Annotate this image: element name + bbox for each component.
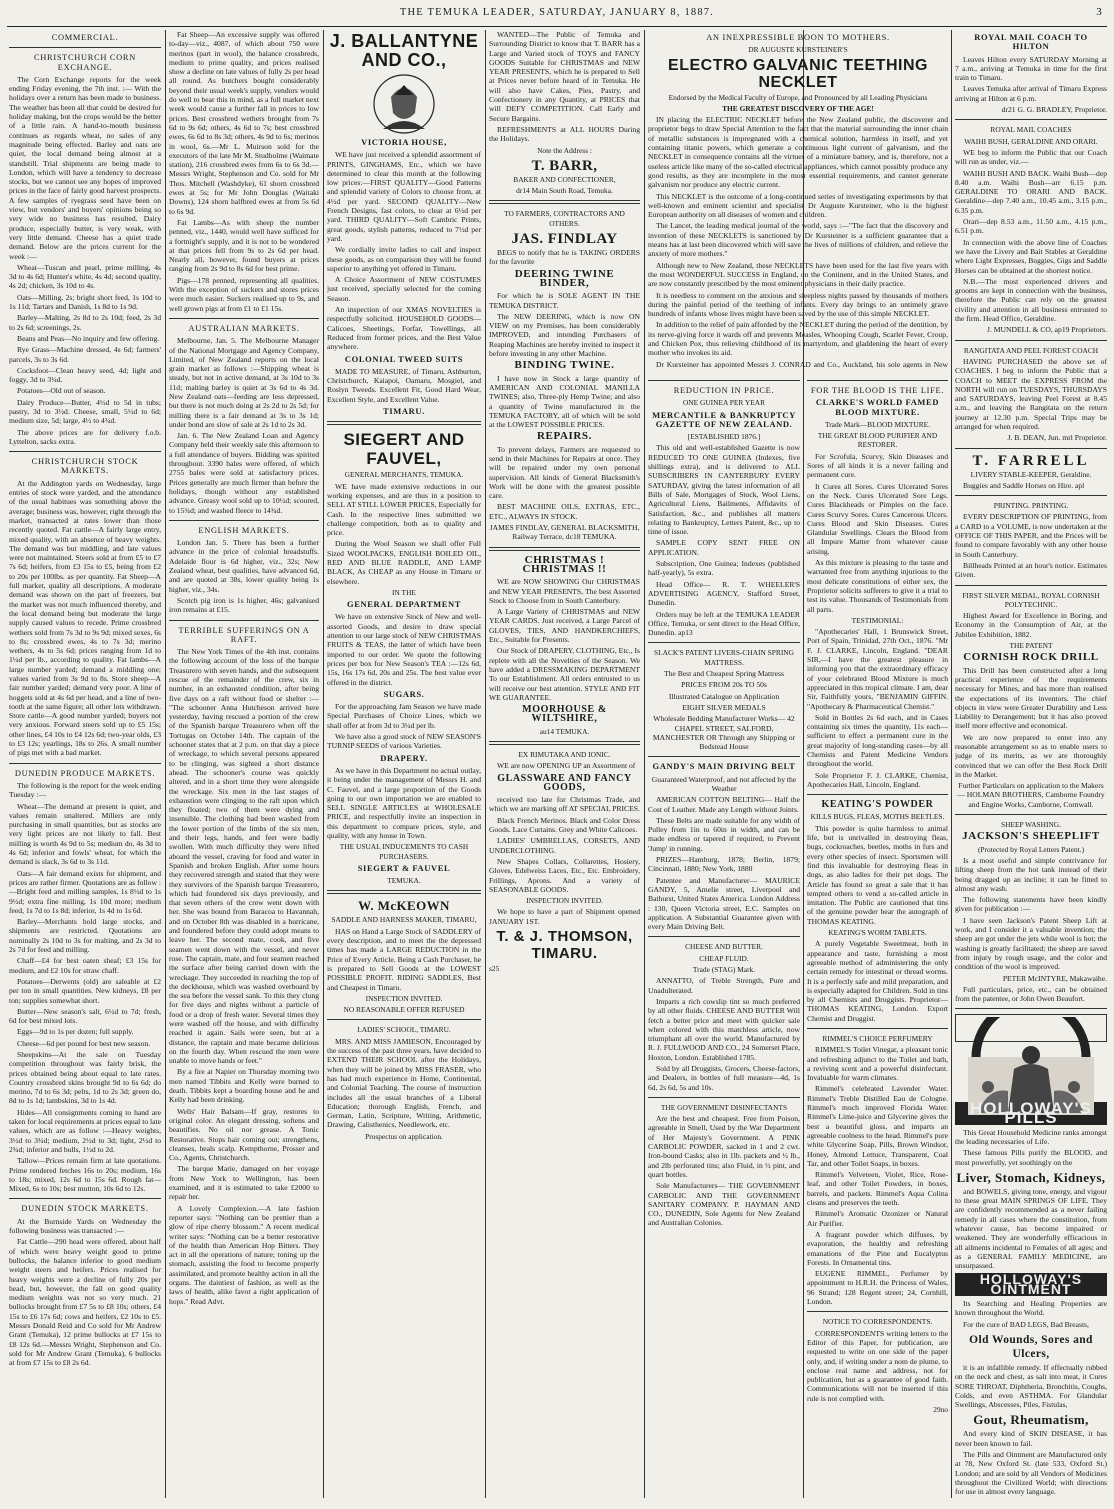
- advert-subheading: TESTIMONIAL:: [851, 615, 904, 625]
- price-line: Wheat—Tuscan and pearl, prime milling, 4s 3d to 4s 6d; Hunter's white, 4s 4d; second quality, 4s 2d; chicken, 3s 10d to 4s.: [9, 262, 161, 291]
- advert-text: Leaves Hilton every SATURDAY Morning at 7 a.m., arriving at Temuka in time for the first train to Timaru.: [955, 54, 1107, 83]
- advert-text: For the cure of BAD LEGS, Bad Breasts,: [963, 1319, 1089, 1329]
- advert-text: Dr Kursteiner has appointed Messrs J. CONRAD and Co., Auckland, his sole agents in New: [656, 359, 948, 368]
- advert-subheading: KEATING'S WORM TABLETS.: [828, 928, 927, 938]
- price-line: Oats—Milling, 2s; bright short feed, 1s 10d to 1s 11d; Tartars and Danish, 1s 8d to 1s 9d.: [9, 292, 161, 312]
- advert-text: A purely Vegetable Sweetmeat, both in appearance and taste, furnishing a most agreeable method of administering the only certain remedy for intestinal or thread worms. It is a perfectly safe and mild preparation, and is especially adapted for Children. Sold in tins by all Chemists and Druggists. Proprietor— THOMAS KEATING, London. Export Chemist and Druggist.: [807, 939, 948, 1023]
- advert-text: Further Particulars on application to the Makers— HOLMAN BROTHERS, Camborne Foundry and Engine Works, Camborne, Cornwall.: [957, 781, 1105, 809]
- advert-text: It Cures all Sores. Cures Ulcerated Sores on the Neck. Cures Ulcerated Sore Legs. Cures Blackheads or Pimples on the face. Cures Scurvy Sores. Cures Cancerous Ulcers. Cures Blood and Skin Diseases. Cures Glandular Swellings. Clears the Blood from all Impure Matter from whatever cause arising.: [807, 481, 948, 556]
- advert-subheading: Liver, Stomach, Kidneys,: [956, 1169, 1106, 1185]
- advert-text: ANNATTO, of Treble Strength, Pure and Unadulterated.: [648, 976, 800, 995]
- article-paragraph: Fat Cattle—290 head were offered, about half of which were heavy weight good to prime bullocks, the balance inferior to good medium weight steers and heifers. Prices realised for heavy weights were a decline of fully 20s per head, but, however, the fall on good quality medium weights was not so very much. 21 bullocks brought from £7 5s to £8 10s; others, £4 15s to £6 17s 6d; cows and heifers, £2 10s to £5. Messrs Donald Reid and Co sold for Mr Andrew Grant (Temuka), 12 prime bullocks at £7 15s to £8 12s 6d.—Messrs Wright, Stephenson and Co. sold for Mr Andrew Grant (Temuka), 6 bullocks at from £7 15s to £8 2s 6d.: [9, 1237, 161, 1368]
- advert-place: TIMARU.: [383, 406, 425, 417]
- price-line: Beans and Peas—No inquiry and few offering.: [17, 333, 160, 343]
- advert-text: Billheads Printed at an hour's notice. Estimates Given.: [955, 560, 1107, 580]
- advert-heading: THE GOVERNMENT DISINFECTANTS: [660, 1102, 788, 1112]
- advert-subheading: INSPECTION INVITED.: [526, 896, 603, 906]
- crest-label: FRIEND OF ALL: [1000, 1028, 1062, 1036]
- article-paragraph: Chaff—£4 for best oaten sheaf; £3 15s for medium, and £2 10s for straw chaff.: [9, 956, 161, 975]
- advert-text: HAVING PURCHASED the above set of COACHES, I beg to inform the Public that a COACH to MEET the EXPRESS FROM the NORTH will run on TUESDAYS, THURSDAYS and SATURDAYS, leaving Peel Forest at 8.45 a.m., and leaving the Rangitata on the return journey at 12.30 p.m. Special Trips may be arranged for when required.: [955, 356, 1107, 431]
- advert-text: This Great Household Medicine ranks amongst the leading necessaries of Life.: [955, 1127, 1107, 1146]
- advert-text: Trade (STAG) Mark.: [692, 965, 756, 975]
- advert-text: The Lancet, the leading medical journal of the world, says :—"The fact that the discovery and invention of these NECKLETS is sanctioned by Dr Kursteiner is a sufficient guarantee that a means has at last been discovered which will save the lives of millions of children, and relieve the anxiety of more mothers.": [648, 221, 948, 259]
- advert-signature: JAMES FINDLAY, GENERAL BLACKSMITH, Railway Terrace, dc18 TEMUKA.: [489, 523, 640, 542]
- advert-signature: SIEGERT & FAUVEL: [357, 862, 451, 873]
- advert-subheading: (Protected by Royal Letters Patent.): [977, 844, 1085, 854]
- article-paragraph: Hides—All consignments coming to hand are taken for local requirements at prices equal to late values, which are as follow :—Heavy weights, 3½d to 3¾d; medium, 2½d to 3d; light, 2½d to 2¾d; inferior and bulls, 1½d to 2d.: [9, 1107, 161, 1154]
- advert-signature: J. MUNDELL & CO, ap19 Proprietors.: [987, 325, 1107, 335]
- column-advertisements-d: [807, 375, 948, 1498]
- advert-text: Leaves Temuka after arrival of Timaru Express arriving at Hilton at 6 p.m.: [955, 84, 1107, 103]
- advert-text: WE beg to inform the Public that our Coach will run as under, viz.—: [955, 147, 1107, 167]
- advert-subheading: JACKSON'S SHEEPLIFT: [962, 830, 1100, 843]
- advert-text: EUGENE RIMMEL, Perfumer by appointment to H.R.H. the Princess of Wales, 96 Strand; 128 Regent street; 24, Cornhill, London.: [807, 1269, 948, 1307]
- advert-text: Sole Proprietor F. J. CLARKE, Chemist, Apothecaries Hall, Lincoln, England.: [807, 770, 948, 789]
- column-advertisements-e: [955, 30, 1107, 1498]
- advert-title: PRINTING. PRINTING.: [993, 501, 1069, 511]
- advert-text: Rimmel's Velveteen, Violet, Rice, Rose-leaf, and other Toilet Powders, in boxes, barrels, and packets. Rimmel's Aqua Colina cleans and preserves the teeth.: [807, 1170, 948, 1208]
- advert-title: FIRST SILVER MEDAL, ROYAL CORNISH POLYTECHNIC.: [962, 590, 1100, 609]
- advert-subheading: GENERAL DEPARTMENT: [346, 599, 461, 610]
- price-line: Dairy Produce—Butter, 4½d to 5d in tubs; pastry, 3d to 3½d. Cheese, small, 5½d to 6d; medium size, 5d; large, 4½ to 4¾d.: [9, 397, 161, 426]
- price-line: Cocksfoot—Clean heavy seed, 4d; light and foggy, 3d to 3¼d.: [9, 365, 161, 385]
- section-heading: TERRIBLE SUFFERINGS ON A RAFT.: [178, 625, 310, 644]
- advert-subheading: BAKER AND CONFECTIONER,: [513, 174, 616, 184]
- advert-text: We hope to have a part of Shipment opened JANUARY 1ST.: [489, 907, 640, 926]
- advert-text: The following statements have been kindly given for publication :—: [955, 895, 1107, 914]
- advert-heading: SLACK'S PATENT LIVERS-CHAIN SPRING MATTRESS.: [654, 648, 794, 667]
- advert-heading: CHEESE AND BUTTER.: [685, 942, 763, 952]
- advert-heading: REDUCTION IN PRICE.: [673, 386, 775, 395]
- advert-title: SHEEP WASHING.: [1001, 820, 1061, 830]
- advert-text: WE are NOW SHOWING Our CHRISTMAS and NEW YEAR PRESENTS, The best Assorted Stock to Choose from in South Canterbury.: [489, 577, 640, 605]
- article-paragraph: Eggs—9d to 1s per dozen; full supply.: [17, 1027, 134, 1037]
- article-paragraph: Barley—Merchants hold large stocks, and shipments are restricted. Quotations are nominally 2s 10d to 3s for malting, and 2s 3d to 2s 7d for feed and milling.: [9, 917, 161, 955]
- advert-text: During the Wool Season we shall offer Full Sized WOOLPACKS, ENGLISH BOILED OIL, RED AND BLUE RADDLE, AND LAMP BLACK, As CHEAP as any House in Timaru or elsewhere.: [327, 539, 481, 586]
- advert-text: Note the Address :: [537, 145, 592, 155]
- advert-text: This powder is quite harmless to animal life, but is unrivalled in destroying fleas, bugs, cockroaches, beetles, moths in furs and every other species of insect. Sportsmen will find this invaluable for destroying fleas in dogs, as also ladies for their pet dogs. The Article has found so great a sale that it has tempted others to vend a so-called article in imitation. The Public are cautioned that tins of the genuine powder bear the autograph of THOMAS KEATING.: [807, 823, 948, 926]
- article-paragraph: Wheat—The demand at present is quiet, and values remain unaltered. Millers are only purchasing in small quantities, but as stocks are very light prices are not likely to fall. Best milling is worth 4s 9d to 5s; medium do, 4s 3d to 4s 6d; inferior and fowls' wheat, for which the demand is slack, 3s 6d to 3s 11d.: [9, 801, 161, 867]
- advert-subheading: KILLS BUGS, FLEAS, MOTHS BEETLES.: [810, 812, 945, 822]
- advert-text: LADIES' UMBRELLAS, CORSETS, AND UNDERCLOTHING.: [489, 836, 640, 855]
- advert-title: JAS. FINDLAY: [511, 231, 618, 248]
- advert-subheading: EX RIMUTAKA AND IONIC.: [518, 750, 611, 759]
- advert-text: MRS. AND MISS JAMIESON, Encouraged by the success of the past three years, have decided to EXTEND THEIR SCHOOL after the Holidays, when they will be joined by MISS FRASER, who has had much experience in Home, Continental, and Colonial Teaching. The course of instruction includes all the usual branches of a Liberal Education; thorough English, French, and German, Latin, Scripture, Writing, Arithmetic, Drawing, Calisthenics, Needlework, etc.: [327, 1036, 481, 1130]
- section-heading: ENGLISH MARKETS.: [198, 525, 290, 535]
- advert-text: PRICES FROM 20s TO 50s: [681, 680, 767, 690]
- advert-subheading: DR AUGUSTE KURSTEINER'S: [748, 45, 848, 55]
- queen-portrait-icon: [369, 73, 439, 135]
- advert-text: Guaranteed Waterproof, and not affected by the Weather: [651, 774, 797, 793]
- masthead: [7, 4, 1107, 27]
- advert-title: ELECTRO GALVANIC TEETHING NECKLET: [668, 56, 928, 91]
- advert-text: A fragrant powder which diffuses, by evaporation, the healthy and refreshing emanations of the Pine and Eucalyptus Forests. In Ornamental tins.: [807, 1229, 948, 1267]
- article-paragraph: At the Burnside Yards on Wednesday the following business was transacted :—: [9, 1216, 161, 1236]
- advert-subheading: DRAPERY.: [380, 752, 428, 763]
- column-rule: [485, 30, 486, 1498]
- advert-text: and BOWELS, giving tone, energy, and vigour to these great MAIN SPRINGS OF LIFE. They are confidently recommended as a never failing remedy in all cases where the constitution, from whatever cause, has become impaired or weakened. They are wonderfully efficacious in all ailments incidental to Females of all ages; and as a GENERAL FAMILY MEDICINE, are unsurpassed.: [955, 1186, 1107, 1271]
- advert-text: Patentee and Manufacturer— MAURICE GANDY, 5, Amelie street, Liverpool and Bathurst, United States America. London Address : 130, Queen Victoria street, E.C. Samples on application. A Substantial Guarantee given with every Main Driving Belt.: [648, 875, 800, 932]
- article-paragraph: Butter—New season's salt, 6½d to 7d; fresh, 6d for best mixed lots.: [9, 1006, 161, 1026]
- article-paragraph: Fat Sheep—An excessive supply was offered to-day—viz., 4087, of which about 750 were merinos (part in wool), the balance crossbreds, medium to prime quality, and prices realised show a decline on late values of fully 2s per head all round. As butchers bought considerably beyond their usual week's supply, vendors would do well to bear this in mind, as a full market next week would cause a further fall in prices to low prices. Best crossbred wethers brought from 7s 6d to 9s 6d; others, 4s 6d to 7s; best crossbred ewes, 6s 6d to 8s 3d; others, 4s 9d to 6s; merinos in wool, 6s.—Mr L. Muirson sold for the executors of the late Mr M. Studholme (Waimate station), 216 crossbred ewes from 6s to 6s 3d.—Messrs Wright, Stephenson and Co. sold for Mr Thos. Mitchell (Washdyke), 61 shorn crossbred ewes at 5s; for Mr John Douglas (Waitaki Downs), 124 shorn halfbred ewes at from 5s 6d to 6s 9d.: [169, 30, 319, 216]
- advert-text: WAIHI BUSH AND BACK. Waihi Bush—dep 8.40 a.m. Waihi Bush—arr 6.15 p.m. GERALDINE TO ORARI AND BACK. Geraldine—dep 7.40 a.m., 10.45 a.m., 3.15 p.m., 6.35 p.m.: [955, 168, 1107, 215]
- advert-text: We cordially invite ladies to call and inspect these goods, as on comparison they will be found superior to anything yet offered in Timaru.: [327, 245, 481, 273]
- advert-text: BEGS to notify that he is TAKING ORDERS for the favorite: [489, 248, 640, 267]
- article-paragraph: The barque Marie, damaged on her voyage from New York to Wellington, has been examined, and it is estimated to take £2000 to repair her.: [169, 1164, 319, 1202]
- advert-text: Orders may be left at the TEMUKA LEADER Office, Temuka, or sent direct to the Head Office, Dunedin. ap13: [648, 609, 800, 638]
- advert-title: W. McKEOWN: [358, 898, 450, 914]
- advert-subheading: WAIHI BUSH, GERALDINE AND ORARI.: [964, 136, 1098, 146]
- page-number: 3: [1096, 6, 1103, 18]
- advert-signature: PETER McINTYRE, Makawaihe.: [1002, 973, 1107, 983]
- advert-text: This NECKLET is the outcome of a long-continued series of investigating experiments by that well-known and eminent scientist and specialist Dr Auguste Kursteiner, who is the highest European authority on all diseases of women and children.: [648, 191, 948, 220]
- advert-text: For Scrofula, Scurvy, Skin Diseases and Sores of all kinds it is a never failing and permanent cure.: [807, 451, 948, 480]
- advert-title: LADIES' SCHOOL, TIMARU.: [357, 1025, 451, 1035]
- advert-subheading: THE PATENT: [1009, 641, 1053, 651]
- article-paragraph: Sheepskins—At the sale on Tuesday competition throughout was fairly brisk, the prices obtained being about equal to late rates. Country crossbred skins brought 9d to 6s 6d; do merino, 7d to 6s 3d; pelts, 1d to 2s 3d; green do, 8d to 1s 1d; lambskins, 3d to 1s 4d.: [9, 1049, 161, 1106]
- advert-title: GLASSWARE AND FANCY GOODS,: [497, 772, 632, 793]
- price-line: Barley—Malting, 2s 8d to 2s 10d; feed, 2s 3d to 2s 6d; screenings, 2s.: [9, 313, 161, 332]
- advert-text: We have also a good stock of NEW SEASON'S TURNIP SEEDS of various Varieties.: [327, 732, 481, 751]
- advert-text: Sold by all Druggists, Grocers, Cheese-factors, and Dealers, in bottles of full measure—4d, 1s 6d, 2s 6d, 5s and 10s.: [648, 1064, 800, 1092]
- advert-subheading: NO REASONABLE OFFER REFUSED: [343, 1005, 465, 1015]
- section-heading: DUNEDIN PRODUCE MARKETS.: [14, 768, 156, 778]
- advert-text: Illustrated Catalogue on Application: [668, 691, 780, 701]
- advert-text: It is needless to comment on the anxious and sleepless nights passed by thousands of mothers during the painful period of the teething of infants. Every day brings to an untimely grave hundreds of infants whose lives might have been saved by the use of this simple NECKLET.: [648, 290, 948, 319]
- article-paragraph: Cheese—6d per pound for best new season.: [17, 1038, 151, 1048]
- advert-text: CORRESPONDENTS writing letters to the Editor of this Paper, for publication, are requested to write on one side of the paper only, and, if writing under a nom de plume, to enclose real name and address, not for publication, but as a guarantee of good faith. Communications will not be inserted if this rule is not complied with.: [807, 1328, 948, 1403]
- advert-address: dr14 Main South Road, Temuka.: [516, 186, 613, 196]
- advert-text: As this mixture is pleasing to the taste and warranted free from anything injurious to the most delicate constitutions of either sex, the Proprietor solicits sufferers to give it a trial to test its value. Thousands of Testimonials from all parts.: [807, 558, 948, 614]
- article-paragraph: Fat Lambs—As with sheep the number penned, viz., 1440, would well have sufficed for a fortnight's supply, and it is not to be wondered at that prices fell from 9s to 2s 6d per head. Nearly all, however, found buyers at prices ranging from 2s 9d to 8s 6d for best prime.: [169, 217, 319, 274]
- section-heading: DUNEDIN STOCK MARKETS.: [21, 1204, 149, 1214]
- advert-text: I have seen Jackson's Patent Sheep Lift at work, and I consider it a valuable invention; the sheep are got under the jets while wool is hot; the washing is greatly facilitated; the sheep are saved from injury by rough usage, and the color and condition of the wool is improved.: [955, 915, 1107, 972]
- section-heading: CHRISTCHURCH CORN EXCHANGE.: [34, 53, 136, 72]
- advert-text: Orari—dep 8.53 a.m., 11.50 a.m., 4.15 p.m., 6.51 p.m.: [955, 217, 1107, 236]
- column-markets: [169, 30, 319, 1498]
- column-advertisements-c: [648, 375, 800, 1498]
- advert-subheading: INSPECTION INVITED.: [365, 993, 443, 1003]
- advert-signature: MOORHOUSE & WILTSHIRE,: [522, 704, 607, 725]
- column-rule: [165, 30, 166, 1498]
- advert-subheading: THE GREAT BLOOD PURIFIER AND RESTORER.: [817, 431, 938, 450]
- advert-heading: GANDY'S MAIN DRIVING BELT: [652, 761, 796, 772]
- advert-subheading: BINDING TWINE.: [514, 359, 615, 372]
- advert-title: ROYAL MAIL COACH TO HILTON: [974, 32, 1088, 52]
- advert-subheading: CORNISH ROCK DRILL: [963, 651, 1099, 664]
- section-heading: CHRISTCHURCH STOCK MARKETS.: [31, 457, 139, 476]
- advert-text: Subscription, One Guinea; Indexes (published half-yearly), 5s extra.: [648, 559, 800, 578]
- advert-code: s25: [489, 964, 500, 974]
- advert-text: To prevent delays, Farmers are requested to send in their Machines for Repairs at once. They will be repaired under my own personal supervision. All kinds of General Blacksmith's Work will be done with the greatest possible care.: [489, 444, 640, 501]
- advert-subheading: DEERING TWINE BINDER,: [514, 267, 615, 289]
- advert-signature: T. & J. THOMSON, TIMARU.: [496, 928, 633, 963]
- advert-title: KEATING'S POWDER: [821, 799, 934, 811]
- advert-text: A Choice Assortment of NEW COSTUMES just received, specially selected for the coming Season.: [327, 275, 481, 303]
- article-paragraph: London Jan. 5. There has been a further advance in the price of colonial breadstuffs. Adelaide flour is 6d higher, viz., 32s; New Zealand wheat, best qualities, have advanced 6d, and are quoted at 38s, lower quality being 1s higher, viz., 34s.: [169, 538, 319, 594]
- advert-text: IN placing the ELECTRIC NECKLET before the New Zealand public, the discoverer and proprietor begs to draw Special Attention to the fact that the material surrounding the inner chain of metallic substances is impregnated with a chemical solution, harmless in itself, and yet containing titanic powers, which generate a continuous light current of galvanism, and the NECKLET in consequence contains all the virtues of a miniature battery, and is, therefore, not a useless article like many of the so-called electrical appliances, which cannot possibly produce any good results, as they are incomplete in the most essential requirements, and cannot generate galvanism nor produce any electric current.: [648, 115, 948, 190]
- advert-text: Is a most useful and simple contrivance for lifting sheep from the hot tank instead of their being dragged up an incline; it can be fitted to almost any wash.: [955, 855, 1107, 893]
- advert-text: Imparts a rich cowslip tint so much preferred by all other fluids. CHEESE AND BUTTER Will fetch a better price and meet with quicker sale when colored with this matchless article, now triumphant all over the world. Manufactured by R. J. FULLWOOD AND CO., 24 Somerset Place, Hoxton, London. Established 1785.: [648, 996, 800, 1062]
- advert-text: We have on extensive Stock of New and well-assorted Goods, and desire to draw special attention to our large stock of NEW CHRISTMAS FRUITS & TEAS, the latter of which have been imported to our order. We quote the following prices per box for New Season's TEA :—12s 6d, 15s, 16s 17s 6d, 20s and 25s. The best value ever offered in the district.: [327, 612, 481, 687]
- price-line: The above prices are for delivery f.o.b. Lyttelton, sacks extra.: [9, 427, 161, 446]
- advert-subheading: [ESTABLISHED 1876.]: [687, 432, 761, 442]
- advert-subheading: ONE GUINEA PER YEAR: [682, 398, 766, 408]
- advert-teething-necklet: [648, 30, 948, 368]
- advert-text: New Shapes Collars, Collarettes, Hosiery, Gloves, Edelweiss Laces, Etc., Etc. Embroidery, Frillings, Aprons. And a variety of SEASONABLE GOODS.: [489, 856, 640, 894]
- advert-subheading: GENERAL MERCHANTS, TEMUKA.: [344, 470, 464, 480]
- advert-text: Sole Manufacturers— THE GOVERNMENT CARBOLIC AND THE GOVERNMENT SANITARY COMPANY. P. HAYMAN AND CO., DUNEDIN, Sole Agents for New Zealand and Australian Colonies.: [648, 1181, 800, 1228]
- column-rule: [644, 30, 645, 1498]
- columns: [7, 30, 1107, 1500]
- advert-text: "Apothecaries' Hall, 1 Brunswick Street, Port of Spain, Trinidad, 27th Oct., 1876. "Mr F. J. CLARKE, Lincoln, England. "DEAR SIR,—I have the greatest pleasure in informing you that the extraordinary efficacy of your celebrated Blood Mixture is much appreciated in this tropical climate. I am, dear Sir, Faithfully yours, "BENJAMIN GIFFIN. "Apothecary & Pharmaceutical Chemist.": [807, 627, 948, 711]
- advert-text: I have now in Stock a large quantity of AMERICAN AND COLONIAL MANILLA TWINES; also, Three-ply Hemp Twine; and also a quantity of Twine manufactured in the TEMUKA FACTORY, all of which will be sold at the LOWEST POSSIBLE PRICES.: [489, 373, 640, 430]
- advert-text: PRIZES—Hamburg, 1878; Berlin, 1879; Cincinnati, 1880; New York, 1880: [648, 855, 800, 874]
- advert-text: Although new to New Zealand, these NECKLETS have been used for the last five years with the most WONDERFUL SUCCESS in England, on the Continent, and in the United States, and are now constantly prescribed by the most eminent physicians in their daily practice.: [648, 260, 948, 289]
- advert-text: For the approaching Jam Season we have made Special Purchases of Choice Lines, which we shall offer at from 3d to 3¼d per lb.: [327, 702, 481, 730]
- article-paragraph: A Lovely Complexion.—A late fashion reporter says: "Nothing can be prettier than a glow of ripe cherry blossom." A recent medical writer says: "Nothing can be a better restorative of the health than American Hop Bitters. They act in all the operations of nature; toning up the stomach, assisting the food to become properly assimilated, and promote healthy action in all the organs. The daintiest of fashion, as well as the laws of health, alike favor a right application of hops." Read Advt.: [169, 1203, 319, 1306]
- advert-text: These Belts are made suitable for any width of Pulley from 1in to 60in in width, and can be made endless or tapered if required, to Prevent 'Jump' in running.: [648, 815, 800, 853]
- advert-heading: FOR THE BLOOD IS THE LIFE.: [810, 386, 945, 395]
- advert-heading: AN INEXPRESSIBLE BOON TO MOTHERS.: [706, 33, 890, 42]
- column-advertisements-a: [327, 30, 481, 1498]
- advert-text: Our Stock of DRAPERY, CLOTHING, Etc., Is replete with all the Novelties of the Season. We have added a DRESSMAKING DEPARTMENT To our Establishment. All orders entrusted to us will receive our best attention. STYLE AND FIT WE GUARANTEE.: [489, 646, 640, 702]
- advert-subheading: Endorsed by the Medical Faculty of Europe, and Pronounced by all Leading Physicians: [668, 92, 928, 102]
- advert-text: The Pills and Ointment are Manufactured only at 78, New Oxford St. (late 533, Oxford St.) London; and are sold by all Vendors of Medicines throughout the Civilized World; with directions for use in almost every language.: [955, 1450, 1107, 1497]
- advert-subheading: THE USUAL INDUCEMENTS TO CASH PURCHASERS.: [339, 842, 469, 861]
- advert-text: Buggies and Saddle Horses on Hire. apl: [963, 480, 1085, 490]
- advert-text: We are now prepared to enter into any reasonable arrangement so as to enable users to judge of its merits, as we are thoroughly convinced that we can offer the Best Rock Drill in the Market.: [955, 732, 1107, 779]
- advert-text: The NEW DEERING, which is now ON VIEW on my Premises, has been considerably IMPROVED, and intending Purchasers of Reaping Machines are hereby invited to inspect it before investing in any other Machine.: [489, 311, 640, 359]
- advert-text: it is an infallible remedy. If effectually rubbed on the neck and chest, as salt into meat, it Cures SORE THROAT, Diphtheria, Bronchitis, Coughs, Colds, and even ASTHMA. For Glandular Swellings, Abscesses, Piles, Fistulas,: [955, 1362, 1107, 1410]
- advert-text: N.B.—The most experienced drivers and grooms are kept in connection with the business, therefore the Public can rely on the greatest civility and attention in all business entrusted to the firm. Head Office, Geraldine.: [955, 276, 1107, 324]
- advert-text: As we have in this Department no actual outlay, it being under the management of Messrs H. and C. Fauvel, and a large proportion of the Goods going to our own importation we are enabled to SELL SINGLE ARTICLES at WHOLESALE PRICE, and respectfully invite an inspection in this department to compare prices, style, and quality, with any house in Town.: [327, 765, 481, 840]
- advert-text: Its Searching and Healing Properties are known throughout the World.: [955, 1299, 1107, 1318]
- holloway-pills-banner: HOLLOWAY'S PILLS: [955, 1102, 1107, 1125]
- section-heading: AUSTRALIAN MARKETS.: [188, 323, 300, 333]
- advert-text: RIMMEL'S Toilet Vinegar, a pleasant tonic and refreshing adjunct to the Toilet and bath, a reviving scent and a powerful disinfectant. Invaluable for warm climates.: [807, 1045, 948, 1083]
- advert-subheading: TO FARMERS, CONTRACTORS AND OTHERS.: [504, 209, 625, 228]
- advert-text: An inspection of our XMAS NOVELTIES is respectfully solicited. HOUSEHOLD GOODS—Calicoes, Sheetings, Forfar, Towellings, all Reduced from former prices, and the Best Value anywhere.: [327, 305, 481, 352]
- advert-text: Trade Mark—BLOOD MIXTURE.: [824, 419, 931, 429]
- advert-text: EVERY DESCRIPTION OF PRINTING, from a CARD to a VOLUME, is now undertaken at the OFFICE OF THIS PAPER, and the Prices will be found to compare favorably with any other house in South Canterbury.: [955, 512, 1107, 559]
- advert-text: WE have just received a splendid assortment of PRINTS, GINGHAMS, Etc., which we have determined to clear this month at the following low prices:—FIRST QUALITY—Good Patterns and splendid variety of Colors to choose from, at 4½d per yard. SECOND QUALITY—New French Designs, fast colors, to clear at 6½d per yard. THIRD QUALITY—Soft Cambric Prints, great goods, stylish patterns, reduced to 7½d per yard.: [327, 150, 481, 243]
- advert-text: This Drill has been constructed after a long practical experience of the requirements necessary for Mines, and has more than realised the expectations of its inventors. The chief objects in view were Greater Durability and Less Liability to Derangement; but it has also proved itself more effective and economical.: [955, 665, 1107, 731]
- advert-text: In addition to the relief of pain afforded by the NECKLET during the period of the dentition, by its nerve-giving force it wards off and prevents Measles, Whooping Cough, Scarlet Fever, Croup, and Chicken Pox, thus relieving childhood of its martyrdom, and gladdening the heart of every mother who invokes its aid.: [648, 320, 948, 358]
- advert-text: SAMPLE COPY SENT FREE ON APPLICATION.: [648, 538, 800, 557]
- article-paragraph: The New York Times of the 4th inst. contains the following account of the loss of the barque Treasurero with seven hands, and the subsequent rescue of the remainder of the crew, six in number, in an exhausted condition, after being five days on a raft without food or shelter :— "The schooner Anna Hutcheson arrived here yesterday, having rescued a portion of the crew of the Spanish barque Treasurero when off the Tortugas on October 14th. The captain of the schooner states that at 2 p.m. on that day a piece of wreckage, to which several persons appeared to be clinging, was sighted a short distance ahead. The schooner's course was quickly altered, and in a short time they were alongside the wreckage. Six men in the last stages of exhaustion were clinging to the raft upon which they floated; two of them were dying and insensible. The clothing had been washed from the lower portion of the limbs of the six men, and their legs, hands, and feet were badly swollen. With much difficulty they were lifted aboard the vessel, craving for food and water in Spanish and broken English. After some hours they recovered strength and stated that they were they survivors of the Spanish barque Treasurero, which had foundered six days previously, and that seven others of the crew went down with her. She was bound from Baracoa to Havannah, and on October 8th was disabled in a hurricane, and foundered before they could adopt means to leave her. The second mate, cook, and five seamen went down with the vessel, and never rose. The captain, mate, and four seamen reached the surface after being carried down with the wreckage. They succeeded in reaching the top of the deckhouse, which was washed overboard by the sea before the vessel sank. To this they clung for five days and nights without a particle of food or a drop of fresh water. Several times they were washed off the house, and with difficulty reached it again. Sails were seen, but at a distance, the captain and mate became delirious on the fourth day. When rescued the men were unable to move hands or feet.": [169, 647, 319, 1066]
- article-paragraph: By a fire at Napier on Thursday morning two men named Tibbits and Kelly were burned to death. Tibbits kept a boarding house and he and Kelly had been drinking.: [169, 1067, 319, 1105]
- advert-subheading: THE GREATEST DISCOVERY OF THE AGE!: [722, 103, 874, 113]
- advert-subheading: IN THE: [392, 587, 416, 597]
- advert-text: For which he is SOLE AGENT IN THE TEMUKA DISTRICT.: [489, 291, 640, 310]
- advert-text: BEST MACHINE OILS, EXTRAS, ETC., ETC., ALWAYS IN STOCK.: [489, 502, 640, 521]
- price-line: Rye Grass—Machine dressed, 4s 6d; farmers' parcels, 3s to 3s 6d.: [9, 345, 161, 364]
- article-paragraph: The following is the report for the week ending Tuesday :—: [9, 780, 161, 800]
- advert-text: Prospectus on application.: [365, 1131, 443, 1141]
- advert-subheading: SADDLE AND HARNESS MAKER, TIMARU,: [331, 915, 477, 925]
- advert-heading: RIMMEL'S CHOICE PERFUMERY: [822, 1034, 933, 1043]
- newspaper-page: [7, 4, 1107, 1500]
- advert-text: WANTED—The Public of Temuka and Surrounding District to know that T. BARR has a Large and Varied stock of TOYS and FANCY GOODS Suitable for CHRISTMAS and NEW YEAR PRESENTS, which he is prepared to Sell at Prices never before heard of in Temuka. He will also have Cakes, Pies, Pastry, and Confectionery in any Quantity, at PRICES that will DEFY COMPETITION. Call Early and Secure Bargains.: [489, 30, 640, 123]
- advert-title: J. BALLANTYNE AND CO.,: [329, 31, 479, 70]
- advert-signature: dr21 G. G. BRADLEY, Proprietor.: [1001, 105, 1107, 115]
- column-advertisements-b: [489, 30, 640, 1498]
- advert-caption: VICTORIA HOUSE,: [361, 137, 447, 147]
- column-commercial: [9, 30, 161, 1498]
- advert-title: SIEGERT AND FAUVEL,: [343, 430, 465, 469]
- advert-title: CLARKE'S WORLD FAMED BLOOD MIXTURE.: [815, 397, 940, 417]
- advert-text: WE are now OPENING UP an Assortment of: [497, 761, 636, 771]
- advert-signature: J. B. DEAN, Jun. mrl Proprietor.: [1007, 433, 1107, 443]
- advert-title: RANGITATA AND PEEL FOREST COACH: [963, 345, 1099, 355]
- advert-text: HAS on Hand a Large Stock of SADDLERY of every description, and to meet the the depressed times has made a LARGE REDUCTION in the Price of Every Article. Being a Cash Purchaser, he is prepared to Sell Goods at the LOWEST POSSIBLE PROFIT. RIDING SADDLES, Best and Cheapest in Timaru.: [327, 926, 481, 992]
- advert-text: Highest Award for Excellence in Boring, and Economy in the Consumption of Air, at the Jubilee Exhibition, 1882.: [955, 611, 1107, 639]
- article-paragraph: The Corn Exchange reports for the week ending Friday evening, the 7th inst. :— With the holidays over a return has been made to business. The weather has been all that could be desired for holiday making, but the crops would be the better of a little rain. A hand-to-mouth business continues as regards wheat, no sales of any magnitude being effected. Barley and oats are quiet, the local demand being almost at a standstill. Trial shipments are being made to London, which will have a tendency to decrease stocks, but we cannot see any hopes of improved prices in the face of fairly good harvest prospects. A few samples of ryegrass seed have been on view, but vendors' and buyers' opinions being so very wide no business has resulted. Dairy produce, especially butter, is very weak, with very little demand. Cheese has a quiet trade demand. Below are the prices current for the week :—: [9, 74, 161, 261]
- price-line: Potatoes—Old out of season.: [17, 386, 106, 396]
- advert-text: Sold in Bottles 2s 6d each, and in Cases containing six times the quantity, 11s each—sufficient to effect a permanent cure in the great majority of long-standing cases—by all Chemists and Patent Medicine Vendors throughout the world.: [807, 712, 948, 769]
- article-paragraph: Pigs—178 penned, representing all qualities. With the exception of suckers and stores prices were much easier. Suckers realised up to 9s, and well grown pigs at from £1 to £1 15s.: [169, 275, 319, 313]
- advert-text: Head Office— R. T. WHEELER'S ADVERTISING AGENCY, Stafford Street, Dunedin.: [648, 579, 800, 608]
- advert-text: AMERICAN COTTON BELTING— Half the Cost of Leather. Made any Length without Joints.: [648, 795, 800, 814]
- advert-text: EIGHT SILVER MEDALS: [682, 702, 766, 712]
- article-paragraph: Jan. 6. The New Zealand Loan and Agency Company held their weekly sale this afternoon to a full attendance of buyers. Bidding was spirited throughout. 3390 bales were offered, of which 2755 bales were sold at satisfactory prices. Prices generally are much firmer than before the holidays, though without any established advance. Greasy wool sold up to 10½d; scoured, to 15¾d; and washed fleece to 14¾d.: [169, 431, 319, 515]
- article-paragraph: Oats—A fair demand exists for shipment, and prices are rather firmer. Quotations are as follow :—Bright feed and milling samples, 1s 8½d to 1s 9½d; extra fine milling, 1s 10d more; medium feed, 1s 7d to 1s 8d; inferior, 1s 4d to 1s 6d.: [9, 868, 161, 915]
- holloway-illustration: [955, 1014, 1107, 1042]
- advert-text: received too late for Christmas Trade, and which we are marking off AT SPECIAL PRICES.: [489, 795, 640, 814]
- advert-text: Are the best and cheapest. Free from Poison, agreeable in Smell, Used by the War Department of Her Majesty's Government. A PINK CARBOLIC POWDER, sacked in 1 and 2 cwt. Iron-bound Casks; also in 1lb. packets and ½ lb., and 2lb perforated tins; also Fluid, in ½ pint, and quart bottles.: [648, 1114, 800, 1179]
- advert-title: ROYAL MAIL COACHES: [990, 125, 1072, 135]
- advert-title: T. BARR,: [531, 157, 598, 174]
- advert-heading: NOTICE TO CORRESPONDENTS.: [822, 1317, 933, 1327]
- advert-text: These famous Pills purify the BLOOD, and most powerfully, yet soothingly on the: [955, 1148, 1107, 1167]
- advert-text: WE have made extensive reductions in our working expenses, and are thus in a position to SELL AT STILL LOWER PRICES, Especially for Cash. In the respective lines submitted we challenge competition, both as to quality and price.: [327, 481, 481, 538]
- article-paragraph: Wells' Hair Balsam—If gray, restores to original color. An elegant dressing, softens and beautifies. No oil nor grease. A Tonic Restorative. Stops hair coming out; strengthens, cleanses, heals scalp. Kempthorne, Prosser and Co., Agents, Christchurch.: [169, 1106, 319, 1163]
- advert-text: A Large Variety of CHRISTMAS and NEW YEAR CARDS. Just received, a Large Parcel of GLOVES, TIES, AND HANDKERCHIEFS, Etc., Suitable for Presents.: [489, 607, 640, 645]
- article-paragraph: Tallow—Prices remain firm at late quotations. Prime rendered fetches 16s to 20s; medium, 16s to 18s; mixed, 12s 6d to 15s 6d. Rough fat—Mixed, 6s to 10s; best mutton, 10s 6d to 12s.: [9, 1156, 161, 1194]
- advert-heading: CHEAP FLUID.: [699, 953, 749, 963]
- advert-subheading: REPAIRS.: [536, 430, 593, 443]
- advert-text: In connection with the above line of Coaches we have the Livery and Bait Stables at Geraldine where Light Expresses, Buggies, Gigs and Saddle Horses can be obtained at the shortest notice.: [955, 237, 1107, 275]
- advert-place: au14 TEMUKA.: [539, 726, 590, 736]
- section-heading: COMMERCIAL.: [51, 33, 119, 42]
- advert-subheading: SUGARS.: [383, 688, 425, 699]
- advert-title: CHRISTMAS ! CHRISTMAS !!: [522, 553, 607, 575]
- advert-text: Rimmel's celebrated Lavender Water. Rimmel's Treble Distilled Eau de Cologne. Rimmel's much improved Florida Water. Rimmel's Lime-juice and Glycerine gives the best a beautiful gloss, and imparts an agreeable coolness to the head. Rimmel's pure white Glycerine Soap, Pills, Brown Windsor, Honey, Almond Lettuce, Transparent, Coal Tar, and other Toilet Soaps, in boxes.: [807, 1084, 948, 1168]
- advert-place: TEMUKA.: [387, 876, 421, 886]
- advert-subheading: Old Wounds, Sores and Ulcers,: [969, 1333, 1093, 1360]
- advert-subheading: Gout, Rheumatism,: [973, 1412, 1089, 1428]
- advert-title: MERCANTILE & BANKRUPTCY GAZETTE OF NEW ZEALAND.: [652, 409, 796, 429]
- advert-title: T. FARRELL: [972, 452, 1090, 469]
- article-paragraph: At the Addington yards on Wednesday, large entries of stock were yarded, and the attendance of the usual habitues was something above the average; business was, however, right through the market, transacted at rates lower than those recently quoted. Fat cattle—A fairly large entry, mixed quality, with an absence of heavy weights. The demand was but middling, and late values were not maintained. Steers sold at from £5 to £7 7s 6d; heifers, from £3 15s to £5, being from £2 to 20s per 100lbs. as per quantity. Fat Sheep—A full market, quality all descriptions. A moderate demand was shown on the part of freezers, but the market was not much influenced thereby, and the local demand being but moderate the large supply caused values to recede. Prime crossbred wethers sold from 7s 3d to 9s 9d; mixed sexes, 6s to 8s; crossbred ewes, 4s to 7s 3d; merino wethers, 4s to 5s 6d; prices ranging from 1d to 1¼d per lb., according to quality. Fat lambs—A large number yarded; demand a middling one; values varied from 3s 9d to 8s. Store sheep—A fair number yarded; demand very poor. A line of hoggets sold at 4s 6d per head, and a line of two-tooth at the same figure; all other lots withdrawn. Store cattle—A good number yarded; buyers not very anxious. Forward steers sold up to £5 15s; other lines, £4 10s to £4 12s 6d; two-year olds, £3 to £3 12s; yearlings, 18s to 26s. A small number of pigs met with a bad market.: [9, 478, 161, 758]
- advert-text: Wholesale Bedding Manufacturer Works— 42 CHAPEL STREET, SALFORD, MANCHESTER OR Through any Shipping or Bedstead House: [652, 714, 796, 752]
- article-paragraph: Scotch pig iron is 1s higher, 46s; galvanised iron remains at £15.: [169, 595, 319, 615]
- advert-code: 29no: [933, 1404, 948, 1414]
- advert-subheading: LIVERY STABLE-KEEPER, Geraldine.: [970, 469, 1092, 479]
- advert-text: MADE TO MEASURE, of Timaru, Ashburton, Christchurch, Kaiapoi, Oamaru, Mosgiel, and Roslyn Tweeds. Excellent Fit, Good Hard Wear, Excellent Style, and Excellent Value.: [327, 366, 481, 404]
- advert-text: The Best and Cheapest Spring Mattress: [663, 669, 784, 679]
- column-rule: [323, 30, 324, 1498]
- advert-text: This old and well-established Gazette is now REDUCED TO ONE GUINEA (Indexes, five shillings extra), and is delivered to ALL SUBSCRIBERS IN CANTERBURY EVERY SATURDAY, giving the latest information of all Bills of Sale, Mortgages of Stock, Wool Liens, Agricultural Liens, Bailments, Affidavits of Satisfaction, &c., and publishes all matters relating to Bankruptcy, Letters Patent, &c., up to time of issue.: [648, 443, 800, 537]
- advert-text: Full particulars, price, etc., can be obtained from the patentee, or John Owen Beaufort.: [955, 984, 1107, 1004]
- article-paragraph: Melbourne, Jan. 5. The Melbourne Manager of the National Mortgage and Agency Company, Limited, of New Zealand reports on the local grain market as follows :—Shipping wheat is steady, but not in active demand, at 3s 10d to 3s 11d; malting barley is quiet at 3s 6d to 4s 3d. New Zealand oats—feeding are less depressed, but there is not much doing at 2s 2d to 2s 5d; for milling there is a fair demand at 3s to 3s 1d; under bond are slow of sale at 2s 1d to 2s 3d.: [169, 336, 319, 429]
- advert-text: Rimmel's Aromatic Ozonizer or Natural Air Purifier.: [807, 1209, 948, 1228]
- masthead-title: THE TEMUKA LEADER, SATURDAY, JANUARY 8, 1887.: [399, 7, 715, 18]
- advert-text: Black French Merinos. Black and Color Dress Goods. Lace Curtains. Grey and White Calicoes.: [489, 815, 640, 835]
- advert-text: REFRESHMENTS at ALL HOURS During the Holidays.: [489, 124, 640, 144]
- advert-text: And every kind of SKIN DISEASE, it has never been known to fail.: [955, 1429, 1107, 1448]
- article-paragraph: Potatoes—Derwents (old) are saleable at £2 per ton in small quantities. New kidneys, £8 per ton; supplies somewhat short.: [9, 976, 161, 1005]
- holloway-ointment-banner: HOLLOWAY'S OINTMENT: [955, 1273, 1107, 1296]
- column-rule: [951, 30, 952, 1498]
- advert-subheading: COLONIAL TWEED SUITS: [344, 353, 464, 364]
